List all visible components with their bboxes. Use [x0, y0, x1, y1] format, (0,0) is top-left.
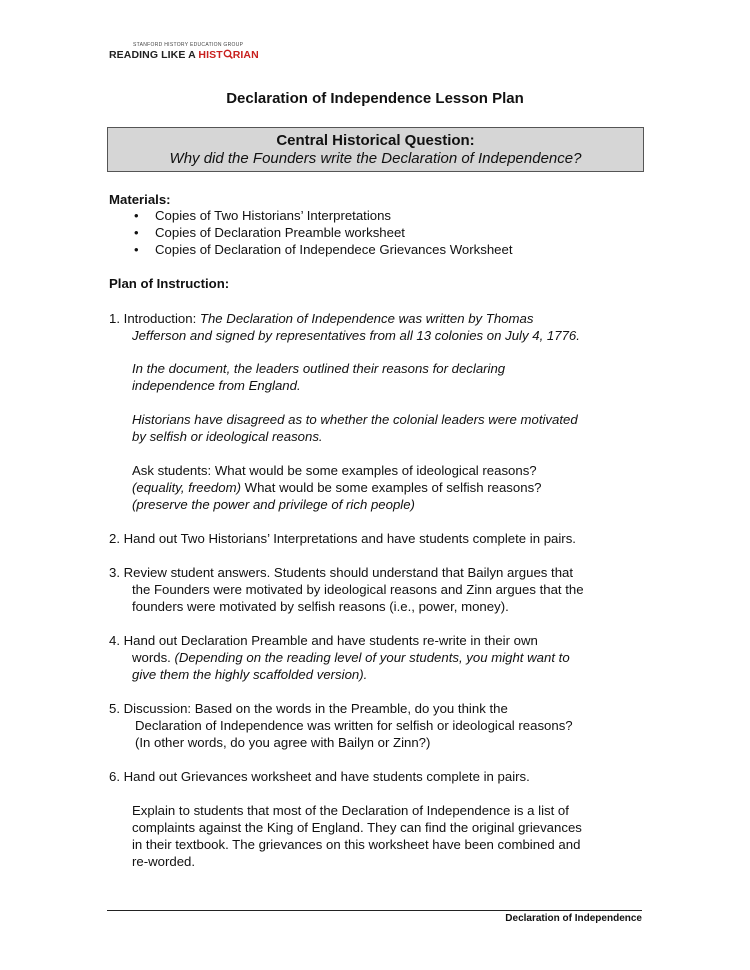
step6-para-line4: re-worded.: [132, 854, 196, 869]
central-question-heading: Central Historical Question:: [276, 132, 475, 149]
step3-line2: the Founders were motivated by ideological reasons and Zinn argues that the: [132, 582, 584, 597]
central-question-text: Why did the Founders write the Declaration of Independence?: [169, 150, 582, 167]
step5-line2: Declaration of Independence was written for selfish or ideological reasons?: [135, 718, 573, 733]
step1-para3-line2: by selfish or ideological reasons.: [132, 429, 323, 444]
logo-main-text: READING LIKE A HIST RIAN: [109, 49, 259, 61]
step1-para2-line2: independence from England.: [132, 378, 301, 393]
bullet-icon: •: [134, 208, 139, 223]
step6-para-line1: Explain to students that most of the Declaration of Independence is a list of: [132, 803, 569, 818]
step4-line1: 4. Hand out Declaration Preamble and have students re-write in their own: [109, 633, 538, 648]
step3-line3: founders were motivated by selfish reasons (i.e., power, money).: [132, 599, 509, 614]
step6-para-line3: in their textbook. The grievances on this worksheet have been combined and: [132, 837, 581, 852]
bullet-icon: •: [134, 242, 139, 257]
step1-line2: Jefferson and signed by representatives from all 13 colonies on July 4, 1776.: [132, 328, 580, 343]
step1-ask-line3: (preserve the power and privilege of rich people): [132, 497, 415, 512]
step1-para3-line1: Historians have disagreed as to whether the colonial leaders were motivated: [132, 412, 578, 427]
materials-item-2: Copies of Declaration Preamble worksheet: [155, 225, 405, 240]
step1-para2-line1: In the document, the leaders outlined their reasons for declaring: [132, 361, 506, 376]
bullet-icon: •: [134, 225, 139, 240]
step5-line3: (In other words, do you agree with Bailyn or Zinn?): [135, 735, 431, 750]
footer-divider: [107, 910, 642, 911]
logo-small-text: STANFORD HISTORY EDUCATION GROUP: [133, 42, 244, 48]
step3-line1: 3. Review student answers. Students should understand that Bailyn argues that: [109, 565, 574, 580]
step6-para-line2: complaints against the King of England. They can find the original grievances: [132, 820, 582, 835]
step2: 2. Hand out Two Historians’ Interpretations and have students complete in pairs.: [109, 531, 576, 546]
logo: [109, 42, 259, 61]
central-question-box: [107, 127, 644, 172]
footer-text: Declaration of Independence: [505, 913, 642, 924]
materials-item-1: Copies of Two Historians’ Interpretations: [155, 208, 392, 223]
step4-line3: give them the highly scaffolded version).: [132, 667, 368, 682]
step1-ask-line1: Ask students: What would be some examples of ideological reasons?: [132, 463, 537, 478]
step5-line1: 5. Discussion: Based on the words in the Preamble, do you think the: [109, 701, 508, 716]
step1-line1: 1. Introduction: The Declaration of Independence was written by Thomas: [109, 311, 534, 326]
step1-ask-line2: (equality, freedom) What would be some examples of selfish reasons?: [132, 480, 542, 495]
page-title: Declaration of Independence Lesson Plan: [226, 90, 524, 107]
step4-line2: words. (Depending on the reading level of your students, you might want to: [132, 650, 570, 665]
materials-heading: Materials:: [109, 192, 171, 207]
magnifier-icon: [223, 49, 233, 59]
plan-heading: Plan of Instruction:: [109, 276, 230, 291]
step6-line1: 6. Hand out Grievances worksheet and have students complete in pairs.: [109, 769, 530, 784]
materials-item-3: Copies of Declaration of Independece Grievances Worksheet: [155, 242, 513, 257]
